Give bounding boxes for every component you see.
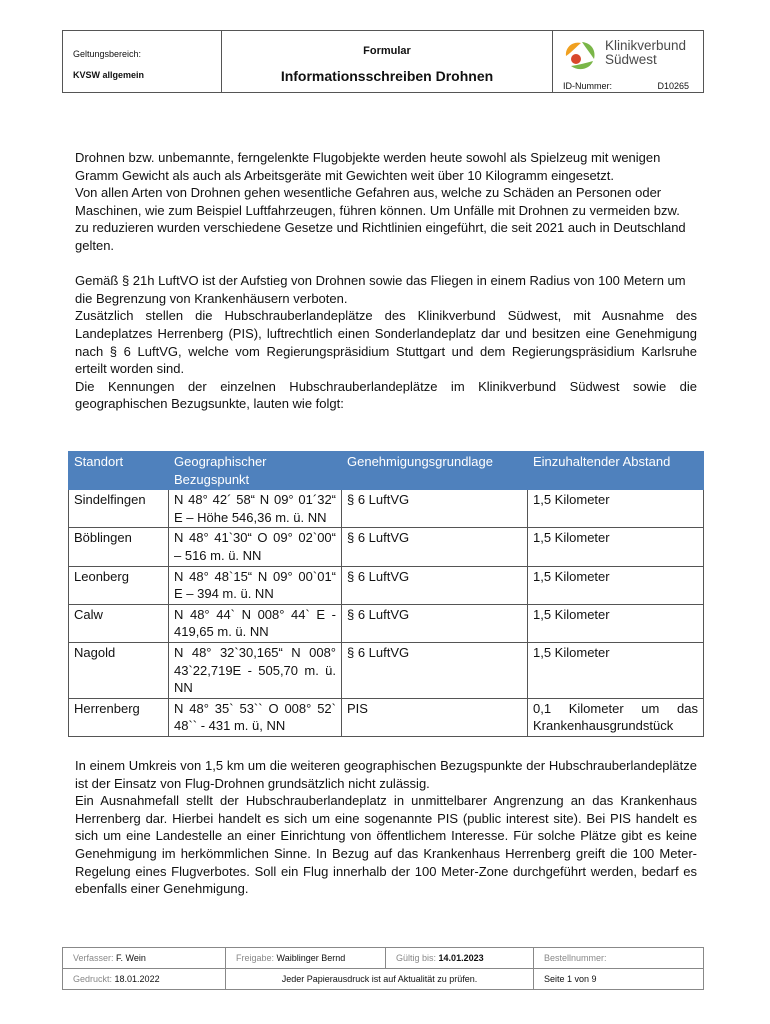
cell-standort: Sindelfingen bbox=[69, 490, 169, 528]
cell-grundlage: § 6 LuftVG bbox=[342, 566, 528, 604]
klinikverbund-logo-icon bbox=[563, 39, 597, 71]
cell-bezugspunkt: N 48° 35` 53`` O 008° 52` 48`` - 431 m. ü, NN bbox=[169, 698, 342, 736]
header-standort: Standort bbox=[69, 452, 169, 490]
cell-standort: Nagold bbox=[69, 642, 169, 698]
footer-valid bbox=[386, 948, 534, 969]
cell-abstand: 1,5 Kilometer bbox=[528, 528, 704, 566]
table-row bbox=[69, 566, 704, 604]
closing-paragraph-1: In einem Umkreis von 1,5 km um die weiteren geographischen Bezugspunkte der Hubschrauberlandeplätze ist der Einsatz von Flug-Drohnen grundsätzlich nicht zulässig. bbox=[75, 758, 697, 791]
title-cell bbox=[222, 31, 553, 92]
doc-title: Informationsschreiben Drohnen bbox=[280, 68, 494, 84]
table-row bbox=[69, 698, 704, 736]
author-value: F. Wein bbox=[116, 953, 146, 963]
valid-value: 14.01.2023 bbox=[438, 953, 484, 963]
closing-section bbox=[75, 757, 697, 898]
cell-bezugspunkt: N 48° 48`15“ N 09° 00`01“ E – 394 m. ü. NN bbox=[169, 566, 342, 604]
footer-page: Seite 1 von 9 bbox=[534, 969, 704, 990]
cell-standort: Herrenberg bbox=[69, 698, 169, 736]
law-paragraph-3: Die Kennungen der einzelnen Hubschrauberlandeplätze im Klinikverbund Südwest sowie die geographischen Bezugsunkte, lauten wie folgt: bbox=[75, 378, 697, 412]
cell-standort: Leonberg bbox=[69, 566, 169, 604]
release-label: Freigabe: bbox=[236, 953, 275, 963]
printed-value: 18.01.2022 bbox=[114, 974, 160, 984]
order-label: Bestellnummer: bbox=[544, 953, 607, 963]
cell-grundlage: § 6 LuftVG bbox=[342, 528, 528, 566]
cell-grundlage: § 6 LuftVG bbox=[342, 604, 528, 642]
logo-text bbox=[605, 39, 686, 67]
cell-standort: Böblingen bbox=[69, 528, 169, 566]
document-footer bbox=[62, 947, 704, 990]
header-abstand: Einzuhaltender Abstand bbox=[528, 452, 704, 490]
law-paragraph-2: Zusätzlich stellen die Hubschrauberlandeplätze des Klinikverbund Südwest, mit Ausnahme des Landeplatzes Herrenberg (PIS), luftrechtlich einen Sonderlandeplatz dar und besitzen eine Genehmigung nach § 6 LuftVG, welche vom Regierungspräsidium Stuttgart und dem Regierungspräsidium Karlsruhe erteilt worden sind. bbox=[75, 308, 697, 377]
table-row bbox=[69, 490, 704, 528]
helipad-table bbox=[68, 451, 704, 737]
footer-author bbox=[63, 948, 226, 969]
footer-printed bbox=[63, 969, 226, 990]
cell-standort: Calw bbox=[69, 604, 169, 642]
doc-type: Formular bbox=[363, 45, 411, 57]
valid-label: Gültig bis: bbox=[396, 953, 437, 963]
cell-abstand: 1,5 Kilometer bbox=[528, 566, 704, 604]
header-grundlage: Genehmigungsgrundlage bbox=[342, 452, 528, 490]
logo-cell bbox=[553, 31, 703, 92]
table-row bbox=[69, 604, 704, 642]
footer-notice: Jeder Papierausdruck ist auf Aktualität zu prüfen. bbox=[226, 969, 534, 990]
id-value: D10265 bbox=[657, 81, 689, 91]
cell-bezugspunkt: N 48° 44` N 008° 44` E - 419,65 m. ü. NN bbox=[169, 604, 342, 642]
table-header-row bbox=[69, 452, 704, 490]
release-value: Waiblinger Bernd bbox=[276, 953, 346, 963]
footer-row-2 bbox=[63, 969, 704, 990]
printed-label: Gedruckt: bbox=[73, 974, 113, 984]
law-paragraph-1: Gemäß § 21h LuftVO ist der Aufstieg von Drohnen sowie das Fliegen in einem Radius von 100 Metern um die Begrenzung von Krankenhäusern verboten. bbox=[75, 273, 686, 306]
scope-label: Geltungsbereich: bbox=[73, 49, 142, 59]
cell-abstand: 1,5 Kilometer bbox=[528, 490, 704, 528]
footer-release bbox=[226, 948, 386, 969]
intro-section bbox=[75, 149, 697, 413]
footer-row-1 bbox=[63, 948, 704, 969]
cell-bezugspunkt: N 48° 41`30“ O 09° 02`00“ – 516 m. ü. NN bbox=[169, 528, 342, 566]
table-row bbox=[69, 642, 704, 698]
cell-bezugspunkt: N 48° 32`30,165“ N 008° 43`22,719E - 505,70 m. ü. NN bbox=[169, 642, 342, 698]
id-label: ID-Nummer: bbox=[563, 81, 612, 91]
cell-grundlage: PIS bbox=[342, 698, 528, 736]
cell-abstand: 1,5 Kilometer bbox=[528, 604, 704, 642]
cell-grundlage: § 6 LuftVG bbox=[342, 642, 528, 698]
header-bezugspunkt: Geographischer Bezugspunkt bbox=[169, 452, 342, 490]
intro-paragraph-1: Drohnen bzw. unbemannte, ferngelenkte Flugobjekte werden heute sowohl als Spielzeug mit wenigen Gramm Gewicht als auch als Arbeitsgeräte mit Gewichten weit über 10 Kilogramm eingesetzt. bbox=[75, 150, 661, 183]
cell-grundlage: § 6 LuftVG bbox=[342, 490, 528, 528]
logo-line-1: Klinikverbund bbox=[605, 38, 687, 53]
cell-abstand: 0,1 Kilometer um das Krankenhausgrundstück bbox=[528, 698, 704, 736]
closing-paragraph-2: Ein Ausnahmefall stellt der Hubschrauberlandeplatz in unmittelbarer Angrenzung an das Krankenhaus Herrenberg dar. Hierbei handelt es sich um eine sogenannte PIS (public interest site). Bei PIS handelt es sich um eine Landestelle an einer Einrichtung von öffentlichem Interesse. Für solche Plätze gibt es keine Genehmigung im herkömmlichen Sinne. In Bezug auf das Krankenhaus Herrenberg greift die 100 Meter-Regelung eines Flugverbotes. Soll ein Flug innerhalb der 100 Meter-Zone durchgeführt werden, bedarf es ebenfalls einer Genehmigung. bbox=[75, 793, 697, 897]
table-row bbox=[69, 528, 704, 566]
cell-abstand: 1,5 Kilometer bbox=[528, 642, 704, 698]
logo-line-2: Südwest bbox=[605, 52, 657, 67]
document-header bbox=[62, 30, 704, 93]
scope-value: KVSW allgemein bbox=[73, 70, 145, 80]
footer-order bbox=[534, 948, 704, 969]
scope-cell bbox=[63, 31, 222, 92]
intro-paragraph-2: Von allen Arten von Drohnen gehen wesentliche Gefahren aus, welche zu Schäden an Personen oder Maschinen, wie zum Beispiel Luftfahrzeugen, führen können. Um Unfälle mit Drohnen zu vermeiden bzw. zu reduzieren wurden verschiedene Gesetze und Richtlinien eingeführt, die seit 2021 auch in Deutschland gelten. bbox=[75, 185, 686, 253]
author-label: Verfasser: bbox=[73, 953, 114, 963]
cell-bezugspunkt: N 48° 42´ 58“ N 09° 01´32“ E – Höhe 546,36 m. ü. NN bbox=[169, 490, 342, 528]
